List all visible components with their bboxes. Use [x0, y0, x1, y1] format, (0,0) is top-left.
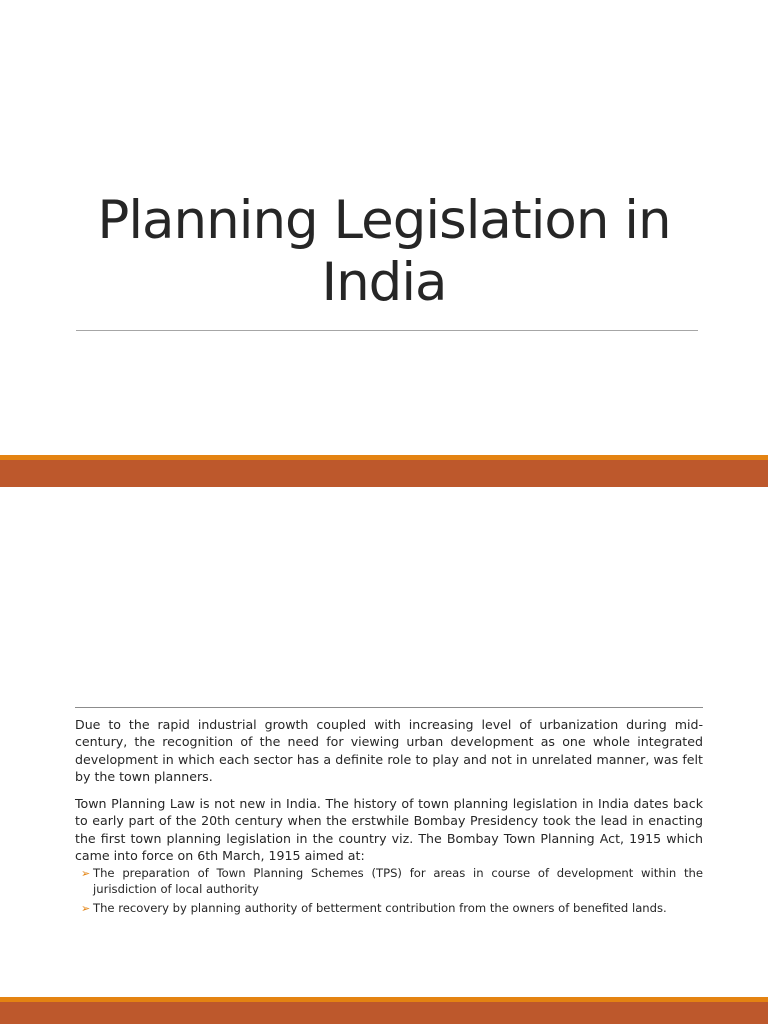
- arrow-bullet-icon: ➢: [81, 867, 91, 881]
- title-line-1: Planning Legislation in: [97, 190, 671, 251]
- separator-band: [0, 460, 768, 487]
- footer-band: [0, 1002, 768, 1024]
- bullet-item-2: [81, 901, 703, 917]
- bullet-item-1: [81, 866, 703, 897]
- title-divider: [76, 330, 698, 331]
- slide-title: [60, 190, 708, 314]
- paragraph-1: Due to the rapid industrial growth coupled with increasing level of urbanization during mid-century, the recognition of the need for viewing urban development as one whole integrated development in which each sector has a definite role to play and not in unrelated manner, was felt by the town planners.: [75, 717, 703, 784]
- content-slide: [0, 487, 768, 997]
- bullet-list: [75, 866, 703, 917]
- title-line-2: India: [321, 252, 447, 313]
- arrow-bullet-icon: ➢: [81, 902, 91, 916]
- title-slide: [0, 0, 768, 460]
- content-divider: [75, 707, 703, 708]
- bullet-text-1: The preparation of Town Planning Schemes (TPS) for areas in course of development within the jurisdiction of local authority: [93, 866, 703, 896]
- content-body: [75, 716, 703, 921]
- paragraph-2: Town Planning Law is not new in India. The history of town planning legislation in India dates back to early part of the 20th century when the erstwhile Bombay Presidency took the lead in enacting the first town planning legislation in the country viz. The Bombay Town Planning Act, 1915 which came into force on 6th March, 1915 aimed at:: [75, 796, 703, 864]
- bullet-text-2: The recovery by planning authority of betterment contribution from the owners of benefited lands.: [93, 901, 667, 916]
